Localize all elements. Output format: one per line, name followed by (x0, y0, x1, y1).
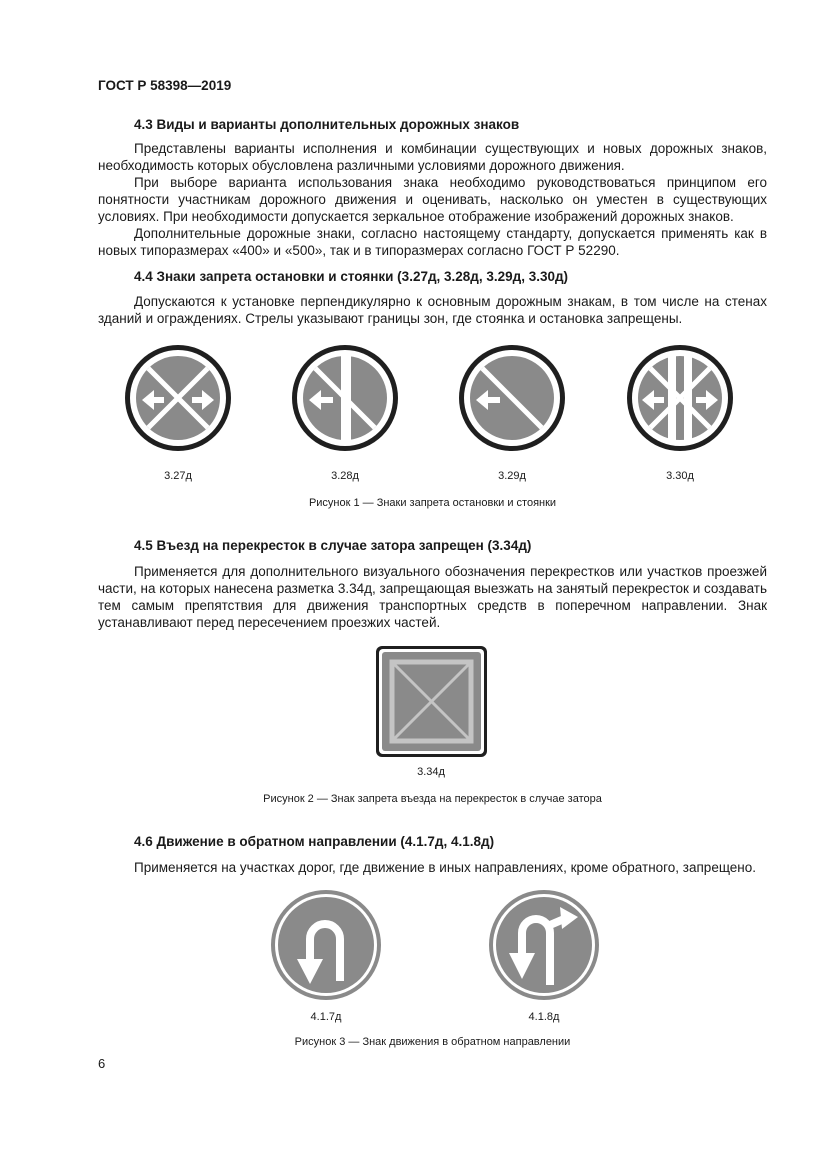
figure-2-caption: Рисунок 2 — Знак запрета въезда на перекресток в случае затора (263, 793, 602, 805)
section-4-5-title: 4.5 Въезд на перекресток в случае затора запрещен (3.34д) (134, 538, 532, 553)
section-4-4-paragraph-1: Допускаются к установке перпендикулярно к основным дорожным знакам, в том числе на стенах зданий и ограждениях. Стрелы указывают границы зон, где стоянка и остановка запрещены. (98, 294, 767, 326)
no-stopping-double-line-arrows-icon (626, 344, 734, 452)
figure-1-caption: Рисунок 1 — Знаки запрета остановки и стоянки (308, 497, 557, 509)
section-4-4-title: 4.4 Знаки запрета остановки и стоянки (3.27д, 3.28д, 3.29д, 3.30д) (134, 269, 569, 284)
figure-3-caption: Рисунок 3 — Знак движения в обратном направлении (294, 1036, 571, 1048)
sign-code-3-29d: 3.29д (498, 470, 526, 482)
no-stopping-line-left-arrow-icon (291, 344, 399, 452)
u-turn-icon (270, 889, 382, 1001)
sign-code-4-1-7d: 4.1.7д (310, 1011, 342, 1023)
page-number: 6 (98, 1056, 106, 1071)
no-stopping-arrows-both-icon (124, 344, 232, 452)
section-4-5-paragraph-1: Применяется для дополнительного визуального обозначения перекрестков или участков проезжей части, на которых нанесена разметка 3.34д, запрещающая выезжать на занятый перекресток и создавать тем самым препятствия для движения транспортных средств в поперечном направлении. Знак устанавливают перед пересечением проезжих частей. (98, 564, 767, 630)
section-4-3-paragraph-2: При выборе варианта использования знака необходимо руководствоваться принципом его понятности участникам дорожного движения и оценивать, насколько он уместен в существующих условиях. При необходимости допускается зеркальное отображение изображений дорожных знаков. (98, 175, 767, 224)
box-junction-icon (375, 645, 488, 758)
u-turn-or-left-icon (488, 889, 600, 1001)
section-4-3-paragraph-1: Представлены варианты исполнения и комбинации существующих и новых дорожных знаков, необходимость которых обусловлена различными условиями дорожного движения. (98, 141, 767, 173)
section-4-6-title: 4.6 Движение в обратном направлении (4.1.7д, 4.1.8д) (134, 834, 495, 849)
section-4-6-paragraph-1: Применяется на участках дорог, где движение в иных направлениях, кроме обратного, запрещено. (134, 860, 757, 875)
sign-code-3-30d: 3.30д (666, 470, 694, 482)
sign-code-4-1-8d: 4.1.8д (528, 1011, 560, 1023)
no-stopping-left-arrow-icon (458, 344, 566, 452)
sign-code-3-27d: 3.27д (164, 470, 192, 482)
section-4-3-paragraph-3: Дополнительные дорожные знаки, согласно настоящему стандарту, допускается применять как в новых типоразмерах «400» и «500», так и в типоразмерах согласно ГОСТ Р 52290. (98, 226, 767, 258)
sign-code-3-34d: 3.34д (417, 766, 445, 778)
section-4-3-title: 4.3 Виды и варианты дополнительных дорожных знаков (134, 117, 520, 132)
document-header: ГОСТ Р 58398—2019 (98, 78, 232, 93)
sign-code-3-28d: 3.28д (331, 470, 359, 482)
